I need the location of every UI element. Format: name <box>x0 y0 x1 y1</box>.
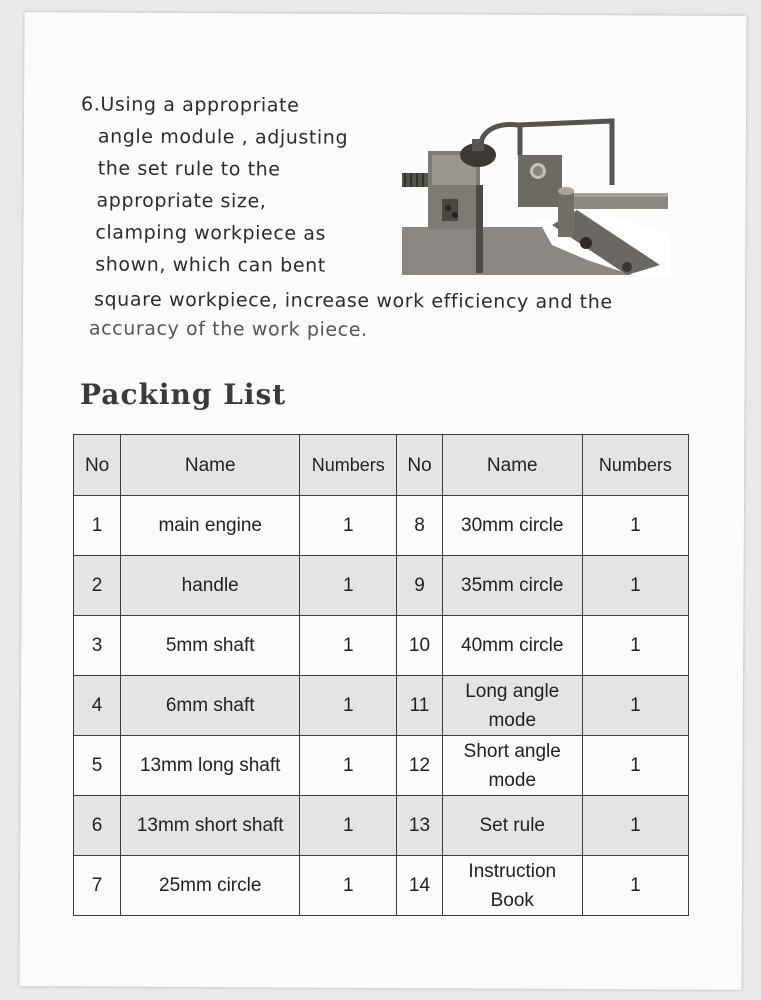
cell-no: 1 <box>74 496 121 556</box>
cell-no: 5 <box>74 736 121 796</box>
cell-no: 13 <box>397 796 442 856</box>
table-row <box>74 496 689 556</box>
table-row <box>74 676 689 736</box>
cell-no: 14 <box>397 856 442 916</box>
table-row <box>74 796 689 856</box>
cell-name: main engine <box>121 496 300 556</box>
instruction-line: 6.Using a appropriate <box>81 93 300 117</box>
cell-name: handle <box>121 556 300 616</box>
instruction-line: accuracy of the work piece. <box>88 317 368 341</box>
cell-numbers: 1 <box>582 676 688 736</box>
cell-numbers: 1 <box>300 496 397 556</box>
header-numbers: Numbers <box>300 435 397 496</box>
cell-numbers: 1 <box>582 556 688 616</box>
table-header-row <box>74 435 689 496</box>
cell-name: Long angle mode <box>442 676 582 736</box>
cell-no: 7 <box>74 856 121 916</box>
instruction-line: the set rule to the <box>97 157 281 181</box>
instruction-line: clamping workpiece as <box>95 221 327 245</box>
packing-list-table <box>73 434 689 916</box>
instruction-line: appropriate size, <box>96 189 267 213</box>
instruction-line: square workpiece, increase work efficiency and the <box>93 288 613 314</box>
cell-name: Short angle mode <box>442 736 582 796</box>
cell-numbers: 1 <box>582 496 688 556</box>
cell-no: 10 <box>397 616 442 676</box>
cell-numbers: 1 <box>300 856 397 916</box>
cell-name: 30mm circle <box>442 496 582 556</box>
table-row <box>74 736 689 796</box>
cell-no: 11 <box>397 676 442 736</box>
cell-numbers: 1 <box>582 796 688 856</box>
cell-numbers: 1 <box>300 796 397 856</box>
cell-numbers: 1 <box>300 736 397 796</box>
cell-numbers: 1 <box>582 616 688 676</box>
cell-name: Set rule <box>442 796 582 856</box>
table-row <box>74 856 689 916</box>
cell-numbers: 1 <box>582 736 688 796</box>
header-name: Name <box>121 435 300 496</box>
cell-numbers: 1 <box>300 676 397 736</box>
cell-no: 2 <box>74 556 121 616</box>
cell-numbers: 1 <box>300 616 397 676</box>
cell-no: 4 <box>74 676 121 736</box>
table-row <box>74 556 689 616</box>
cell-name: 13mm long shaft <box>121 736 300 796</box>
cell-no: 6 <box>74 796 121 856</box>
instruction-line: shown, which can bent <box>95 253 326 277</box>
table-row <box>74 616 689 676</box>
header-no: No <box>397 435 442 496</box>
cell-name: 40mm circle <box>442 616 582 676</box>
cell-no: 8 <box>397 496 442 556</box>
packing-list-title: Packing List <box>80 378 287 411</box>
cell-name: 13mm short shaft <box>121 796 300 856</box>
instruction-line: angle module , adjusting <box>97 125 349 149</box>
cell-name: 6mm shaft <box>121 676 300 736</box>
cell-no: 3 <box>74 616 121 676</box>
cell-no: 9 <box>397 556 442 616</box>
cell-name: Instruction Book <box>442 856 582 916</box>
cell-name: 25mm circle <box>121 856 300 916</box>
cell-numbers: 1 <box>300 556 397 616</box>
cell-name: 35mm circle <box>442 556 582 616</box>
cell-name: 5mm shaft <box>121 616 300 676</box>
header-no: No <box>74 435 121 496</box>
cell-no: 12 <box>397 736 442 796</box>
bending-tool-photo <box>402 115 670 275</box>
cell-numbers: 1 <box>582 856 688 916</box>
header-numbers: Numbers <box>582 435 688 496</box>
header-name: Name <box>442 435 582 496</box>
